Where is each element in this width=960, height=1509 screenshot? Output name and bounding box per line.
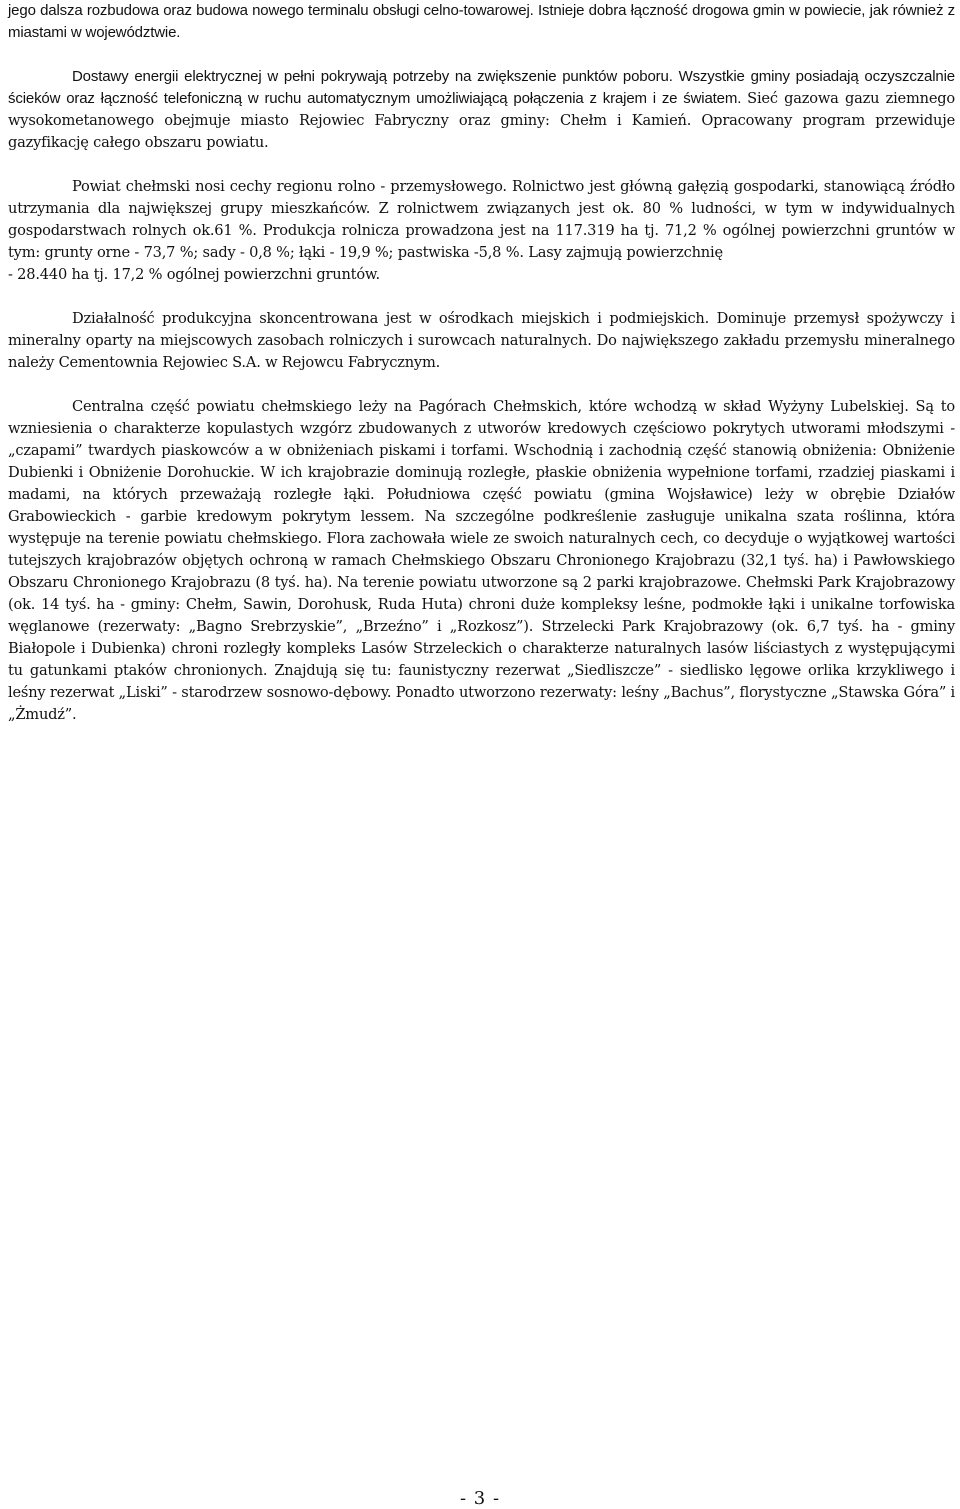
paragraph-agriculture: Powiat chełmski nosi cechy regionu rolno - przemysłowego. Rolnictwo jest główną gałęzią gospodarki, stanowiącą źródło utrzymania dla największej grupy mieszkańców. Z rolnictwem związanych jest ok. 80 % ludności, w tym w indywidualnych gospodarstwach rolnych ok.61 %. Produkcja rolnicza prowadzona jest na 117.319 ha tj. 71,2 % ogólnej powierzchni gruntów w tym: grunty orne - 73,7 %; sady - 0,8 %; łąki - 19,9 %; pastwiska -5,8 %. Lasy zajmują powierzchnię (8, 178, 955, 261)
paragraph-energy-text: Dostawy energii elektrycznej w pełni pokrywają potrzeby na zwiększenie punktów poboru. Wszystkie gminy posiadają oczyszczalnie ścieków oraz łączność telefoniczną w ruchu automatycznym umożliwiającą połączenia z krajem i ze światem. (8, 68, 955, 107)
paragraph-landscape: Centralna część powiatu chełmskiego leży na Pagórach Chełmskich, które wchodzą w skład Wyżyny Lubelskiej. Są to wzniesienia o charakterze kopulastych wzgórz zbudowanych z utworów kredowych częściowo pokrytych utworami młodszymi - „czapami” twardych piaskowców a w obniżeniach piskami i torfami. Wschodnią i zachodnią część stanowią obniżenia: Obniżenie Dubienki i Obniżenie Dorohuckie. W ich krajobrazie dominują rozległe, płaskie obniżenia wypełnione torfami, rzadziej piaskami i madami, na których przeważają rozległe łąki. Południowa część powiatu (gmina Wojsławice) leży w obrębie Działów Grabowieckich - garbie kredowym pokrytym lessem. Na szczególne podkreślenie zasługuje unikalna szata roślinna, która występuje na terenie powiatu chełmskiego. Flora zachowała wiele ze swoich naturalnych cech, co decyduje o wyjątkowej wartości tutejszych krajobrazów objętych ochroną w ramach Chełmskiego Obszaru Chronionego Krajobrazu (32,1 tyś. ha) i Pawłowskiego Obszaru Chronionego Krajobrazu (8 tyś. ha). Na terenie powiatu utworzone są 2 parki krajobrazowe. Chełmski Park Krajobrazowy (ok. 14 tyś. ha - gminy: Chełm, Sawin, Dorohusk, Ruda Huta) chroni duże kompleksy leśne, podmokłe łąki i unikalne torfowiska węglanowe (rezerwaty: „Bagno Srebrzyskie”, „Brzeźno” i „Rozkosz”). Strzelecki Park Krajobrazowy (ok. 6,7 tyś. ha - gminy Białopole i Dubienka) chroni rozległy kompleks Lasów Strzeleckich o charakterze naturalnych lasów liściastych z występującymi tu gatunkami ptaków chronionych. Znajdują się tu: faunistyczny rezerwat „Siedliszcze” - siedlisko lęgowe orlika krzykliwego i leśny rezerwat „Liski” - starodrzew sosnowo-dębowy. Ponadto utworzono rezerwaty: leśny „Bachus”, florystyczne „Stawska Góra” i „Żmudź”. (8, 398, 955, 723)
paragraph-gas-text: Sieć gazowa gazu ziemnego wysokometanowego obejmuje miasto Rejowiec Fabryczny oraz gminy: Chełm i Kamień. Opracowany program przewiduje gazyfikację całego obszaru powiatu. (8, 90, 955, 151)
paragraph-forests: - 28.440 ha tj. 17,2 % ogólnej powierzchni gruntów. (8, 266, 380, 283)
paragraph-energy-gas (8, 66, 955, 154)
document-page (8, 0, 955, 726)
paragraph-industry: Działalność produkcyjna skoncentrowana jest w ośrodkach miejskich i podmiejskich. Dominuje przemysł spożywczy i mineralny oparty na miejscowych zasobach rolniczych i surowcach naturalnych. Do największego zakładu przemysłu mineralnego należy Cementownia Rejowiec S.A. w Rejowcu Fabrycznym. (8, 310, 955, 371)
paragraph-transport: jego dalsza rozbudowa oraz budowa nowego terminalu obsługi celno-towarowej. Istnieje dobra łączność drogowa gmin w powiecie, jak również z miastami w województwie. (8, 2, 955, 41)
page-number: - 3 - (459, 1488, 501, 1509)
